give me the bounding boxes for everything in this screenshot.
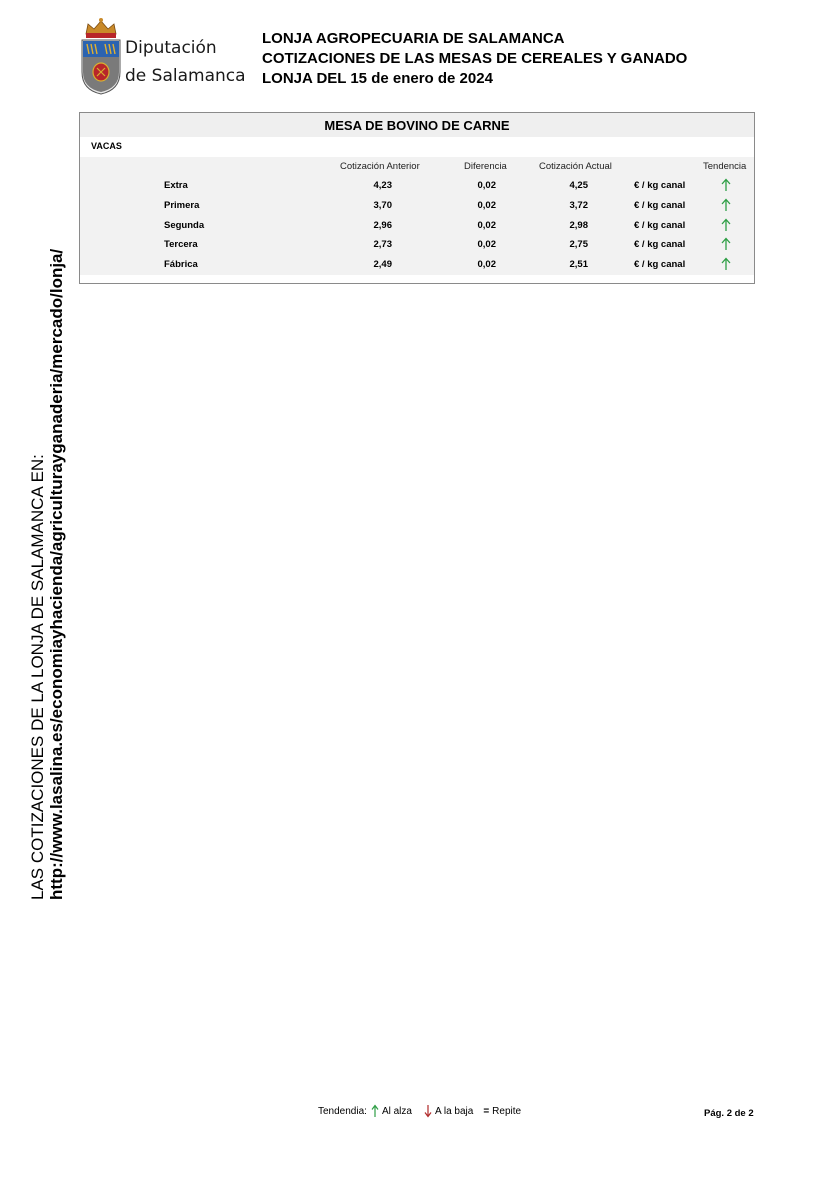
up-arrow-icon <box>718 237 734 251</box>
data-band <box>80 157 754 275</box>
cell-unit: € / kg canal <box>634 180 686 191</box>
header-line-2: COTIZACIONES DE LAS MESAS DE CEREALES Y GANADO <box>262 50 688 67</box>
cell-anterior: 2,49 <box>373 259 392 270</box>
price-table <box>79 112 755 284</box>
coat-of-arms-icon <box>78 16 124 96</box>
up-arrow-icon <box>718 218 734 232</box>
row-label: Fábrica <box>164 259 198 270</box>
col-head-diferencia: Diferencia <box>464 161 507 172</box>
cell-unit: € / kg canal <box>634 259 686 270</box>
down-arrow-icon <box>423 1104 433 1118</box>
col-head-actual: Cotización Actual <box>539 161 612 172</box>
trend-legend <box>318 1104 521 1118</box>
cell-actual: 4,25 <box>569 180 588 191</box>
header-line-1: LONJA AGROPECUARIA DE SALAMANCA <box>262 30 565 47</box>
cell-anterior: 3,70 <box>373 200 392 211</box>
up-arrow-icon <box>718 257 734 271</box>
cell-diferencia: 0,02 <box>477 200 496 211</box>
cell-actual: 3,72 <box>569 200 588 211</box>
side-note-url[interactable]: http://www.lasalina.es/economiayhacienda/agriculturayganaderia/mercado/lonja/ <box>47 248 66 900</box>
diputacion-logo <box>78 16 246 96</box>
side-url-note <box>28 250 66 900</box>
logo-line-1: Diputación <box>125 38 217 58</box>
cell-actual: 2,98 <box>569 220 588 231</box>
header-line-3: LONJA DEL 15 de enero de 2024 <box>262 70 493 87</box>
cell-unit: € / kg canal <box>634 200 686 211</box>
row-label: Tercera <box>164 239 198 250</box>
col-head-anterior: Cotización Anterior <box>340 161 420 172</box>
row-label: Segunda <box>164 220 205 231</box>
page-number: Pág. 2 de 2 <box>704 1108 754 1119</box>
cell-unit: € / kg canal <box>634 239 686 250</box>
row-label: Primera <box>164 200 200 211</box>
cell-actual: 2,51 <box>569 259 588 270</box>
col-head-tendencia: Tendencia <box>703 161 747 172</box>
cell-diferencia: 0,02 <box>477 239 496 250</box>
legend-label: Tendendia: <box>318 1105 367 1117</box>
equals-icon: = <box>483 1105 490 1117</box>
document-header <box>262 29 687 89</box>
up-arrow-icon <box>718 178 734 192</box>
up-arrow-icon <box>370 1104 380 1118</box>
cell-anterior: 2,73 <box>373 239 392 250</box>
side-note-line-1: LAS COTIZACIONES DE LA LONJA DE SALAMANCA EN: <box>28 454 47 900</box>
cell-diferencia: 0,02 <box>477 180 496 191</box>
legend-up: Al alza <box>381 1105 412 1117</box>
group-label: VACAS <box>91 141 122 151</box>
cell-actual: 2,75 <box>569 239 588 250</box>
cell-diferencia: 0,02 <box>477 220 496 231</box>
legend-repeat: Repite <box>492 1105 522 1117</box>
cell-anterior: 2,96 <box>373 220 392 231</box>
table-title: MESA DE BOVINO DE CARNE <box>80 113 754 137</box>
cell-unit: € / kg canal <box>634 220 686 231</box>
cell-diferencia: 0,02 <box>477 259 496 270</box>
row-label: Extra <box>164 180 188 191</box>
legend-down: A la baja <box>434 1105 474 1117</box>
up-arrow-icon <box>718 198 734 212</box>
logo-line-2: de Salamanca <box>125 66 246 86</box>
cell-anterior: 4,23 <box>373 180 392 191</box>
